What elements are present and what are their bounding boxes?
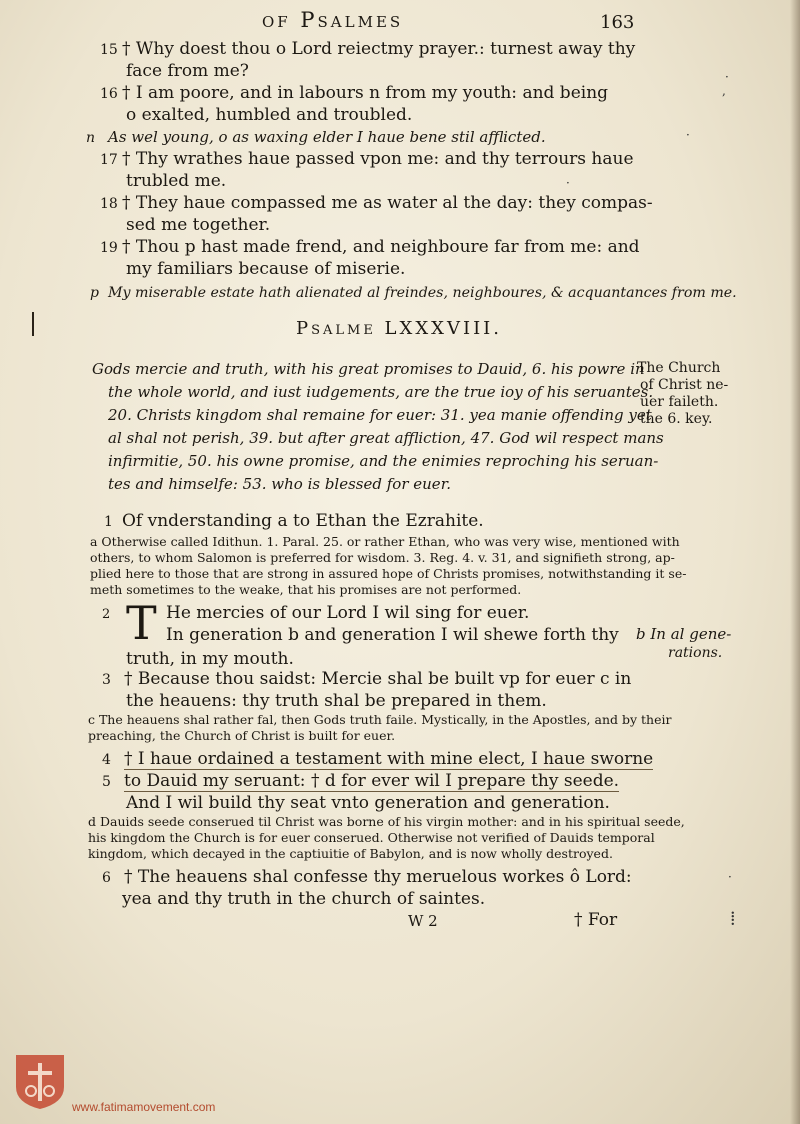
verse-5: 5 to Dauid my seruant: † d for ever wil I prepare thy seede. — [102, 771, 620, 791]
verse-2-number: 2 — [102, 607, 111, 622]
speck: · — [725, 70, 729, 84]
verse-1: 1 Of vnderstanding a to Ethan the Ezrahite. — [104, 511, 484, 531]
psalm-title: Psalme LXXXVIII. — [296, 318, 503, 339]
verse-19-cont: my familiars because of miserie. — [126, 259, 406, 279]
note-n: n As wel young, o as waxing elder I haue bene stil afflicted. — [86, 128, 546, 146]
argument-line-2: the whole world, and iust iudgements, are the true ioy of his seruantes. — [108, 383, 654, 401]
footer-url[interactable]: www.fatimamovement.com — [72, 1100, 216, 1114]
verse-17: 17 † Thy wrathes haue passed vpon me: and thy terrours haue — [100, 149, 634, 169]
margin-note-b-2: rations. — [668, 645, 723, 661]
verse-2-line-2: In generation b and generation I wil shewe forth thy — [166, 625, 619, 645]
note-a-line-3: plied here to those that are strong in assured hope of Christs promises, notwithstanding it se- — [90, 566, 687, 581]
note-c-line-1: c The heauens shal rather fal, then Gods truth faile. Mystically, in the Apostles, and by their — [88, 712, 672, 727]
verse-2-line-1: He mercies of our Lord I wil sing for euer. — [166, 603, 530, 623]
page-number: 163 — [600, 12, 635, 33]
verse-4: 4 † I haue ordained a testament with mine elect, I haue sworne — [102, 749, 654, 769]
note-p: p My miserable estate hath alienated al freindes, neighboures, & acquantances from me. — [90, 285, 737, 301]
argument-line-1: Gods mercie and truth, with his great promises to Dauid, 6. his powre in — [92, 360, 645, 378]
speck: ⁞ — [730, 906, 736, 930]
note-c-line-2: preaching, the Church of Christ is built for euer. — [88, 728, 396, 743]
margin-note-church-2: of Christ ne- — [640, 377, 729, 393]
verse-3-cont: the heauens: thy truth shal be prepared in them. — [126, 691, 547, 711]
argument-line-3: 20. Christs kingdom shal remaine for euer: 31. yea manie offending yet — [108, 406, 652, 424]
catchword: † For — [574, 910, 618, 930]
verse-2-line-3: truth, in my mouth. — [126, 649, 294, 669]
drop-cap: T — [126, 596, 157, 650]
running-title: of Psalmes — [262, 8, 404, 32]
note-a-line-2: others, to whom Salomon is preferred for wisdom. 3. Reg. 4. v. 31, and signifieth strong, ap- — [90, 550, 675, 565]
verse-18-cont: sed me together. — [126, 215, 271, 235]
note-d-line-2: his kingdom the Church is for euer conserued. Otherwise not verified of Dauids temporal — [88, 830, 655, 845]
speck: · — [686, 128, 690, 142]
margin-bar — [32, 312, 34, 336]
verse-6-cont: yea and thy truth in the church of saintes. — [122, 889, 486, 909]
verse-15: 15 † Why doest thou o Lord reiectmy prayer.: turnest away thy — [100, 39, 636, 59]
argument-line-5: infirmitie, 50. his owne promise, and the enimies reproching his seruan- — [108, 452, 659, 470]
note-d-line-1: d Dauids seede conserued til Christ was borne of his virgin mother: and in his spiritual seede, — [88, 814, 685, 829]
verse-5-cont: And I wil build thy seat vnto generation and generation. — [126, 793, 610, 813]
argument-line-4: al shal not perish, 39. but after great affliction, 47. God wil respect mans — [108, 429, 664, 447]
verse-3: 3 † Because thou saidst: Mercie shal be built vp for euer c in — [102, 669, 632, 689]
verse-16-cont: o exalted, humbled and troubled. — [126, 105, 413, 125]
note-a-line-4: meth sometimes to the weake, that his promises are not performed. — [90, 582, 522, 597]
verse-16: 16 † I am poore, and in labours n from my youth: and being — [100, 83, 609, 103]
argument-line-6: tes and himselfe: 53. who is blessed for euer. — [108, 475, 451, 493]
fatima-movement-logo — [14, 1053, 66, 1111]
margin-note-church-1: The Church — [637, 360, 721, 376]
signature-mark: W 2 — [408, 912, 438, 930]
speck: , — [722, 84, 726, 98]
verse-19: 19 † Thou p hast made frend, and neighboure far from me: and — [100, 237, 640, 257]
verse-15-cont: face from me? — [126, 61, 249, 81]
margin-note-b-1: b In al gene- — [636, 625, 732, 643]
verse-18: 18 † They haue compassed me as water al the day: they compas- — [100, 193, 653, 213]
verse-17-cont: trubled me. — [126, 171, 227, 191]
margin-note-church-3: uer faileth. — [640, 394, 719, 410]
speck: · — [728, 870, 732, 884]
margin-note-church-4: the 6. key. — [640, 411, 713, 427]
verse-6: 6 † The heauens shal confesse thy meruelous workes ô Lord: — [102, 867, 632, 887]
note-d-line-3: kingdom, which decayed in the captiuitie of Babylon, and is now wholly destroyed. — [88, 846, 613, 861]
speck: · — [566, 176, 570, 190]
note-a-line-1: a Otherwise called Idithun. 1. Paral. 25. or rather Ethan, who was very wise, mentioned with — [90, 534, 680, 549]
